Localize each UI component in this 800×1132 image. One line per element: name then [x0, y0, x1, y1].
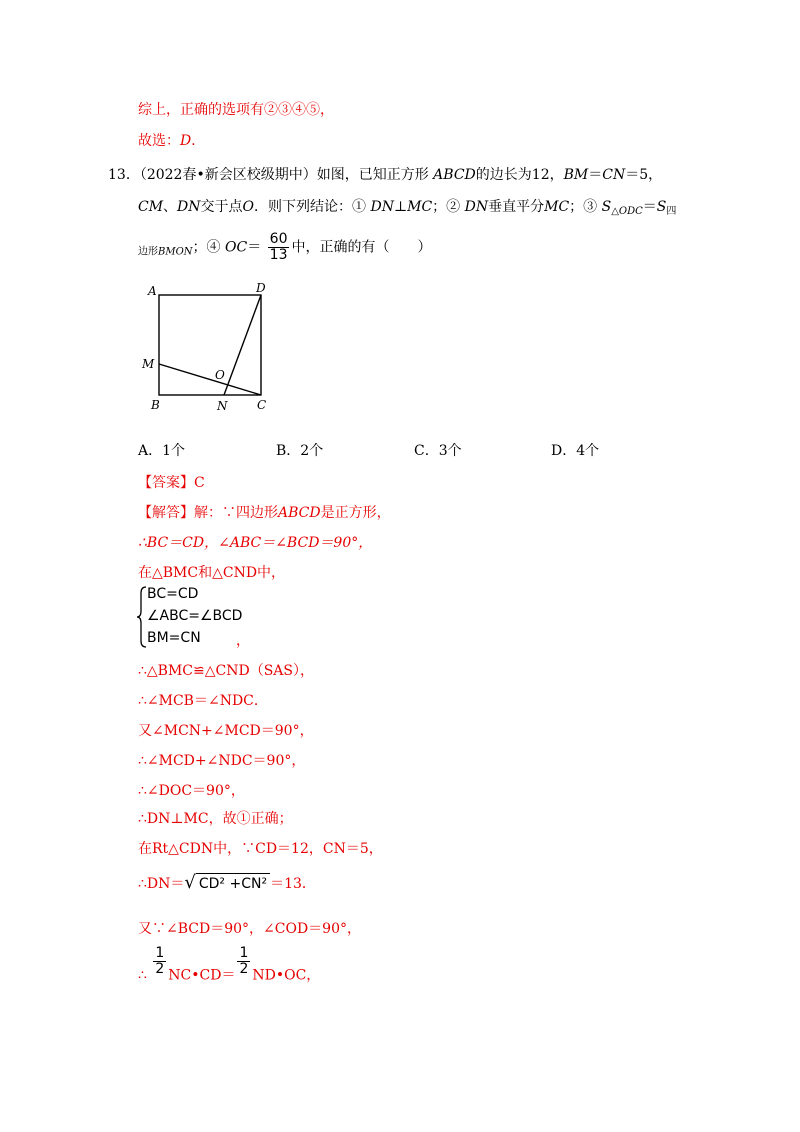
- choice-line: 故选：D．: [138, 133, 206, 149]
- option-d: D．4个: [551, 443, 600, 459]
- solution-line13: ∴ $\frac{1}{2}$ NC•CD＝ $\frac{1}{2}$ ND•OC，: [138, 945, 321, 984]
- solution-line3: 在△BMC和△CND中，: [138, 565, 286, 581]
- solution-line6: 又∠MCN+∠MCD＝90°，: [138, 723, 314, 739]
- solution-line11: ∴DN＝√ CD² +CN² ＝13．: [138, 872, 316, 893]
- label-d: D: [256, 281, 266, 295]
- solution-line7: ∴∠MCD+∠NDC＝90°，: [138, 753, 306, 769]
- solution-line5: ∴∠MCB＝∠NDC．: [138, 693, 268, 709]
- question-13-line3: $_{边形BMON}$；④ OC＝ $\frac{60}{13}$ 中，正确的有（ ）: [138, 231, 432, 263]
- question-13-line1: 13．（2022春•新会区校级期中）如图，已知正方形 ABCD的边长为12，BM＝CN＝5，: [108, 167, 663, 183]
- fraction-half-2: $\frac{1}{2}$: [239, 945, 249, 977]
- solution-line8: ∴∠DOC＝90°，: [138, 783, 245, 799]
- solution-line4: ∴△BMC≌△CND（SAS），: [138, 663, 314, 679]
- brace-eq-2: ∠ABC=∠BCD: [147, 608, 243, 624]
- brace-eq-1: BC=CD: [147, 586, 199, 602]
- segment-dn: [224, 295, 261, 395]
- fraction-half-1: $\frac{1}{2}$: [155, 945, 165, 977]
- option-c: C．3个: [414, 443, 462, 459]
- radicand: CD² +CN²: [196, 873, 270, 892]
- brace-system: [147, 583, 242, 649]
- fraction-60-13: $\frac{60}{13}$: [269, 231, 288, 263]
- solution-line9: ∴DN⊥MC，故①正确；: [138, 811, 293, 827]
- option-a: A．1个: [138, 443, 186, 459]
- solution-line1: 【解答】解：∵四边形ABCD是正方形，: [138, 505, 391, 521]
- segment-cm: [159, 364, 261, 395]
- brace-eq-3: BM=CN: [147, 630, 201, 646]
- label-m: M: [142, 357, 155, 371]
- label-b: B: [151, 398, 160, 412]
- option-b: B．2个: [276, 443, 324, 459]
- label-a: A: [148, 284, 157, 298]
- summary-line: 综上，正确的选项有②③④⑤，: [138, 102, 334, 118]
- solution-line12: 又∵∠BCD＝90°，∠COD＝90°，: [138, 921, 361, 937]
- answer-line: 【答案】C: [138, 475, 205, 491]
- label-n: N: [217, 399, 228, 413]
- question-13-line2: CM、DN交于点O．则下列结论：① DN⊥MC；② DN垂直平分MC；③ $S_{\triangle ODC}=S_四$: [138, 199, 677, 217]
- solution-line10: 在Rt△CDN中，∵CD＝12，CN＝5，: [138, 841, 383, 857]
- solution-line2: ∴BC＝CD，∠ABC＝∠BCD＝90°，: [138, 535, 373, 551]
- label-c: C: [257, 398, 267, 412]
- label-o: O: [215, 368, 225, 382]
- brace-comma: ，: [236, 633, 250, 649]
- square-figure: [140, 278, 280, 413]
